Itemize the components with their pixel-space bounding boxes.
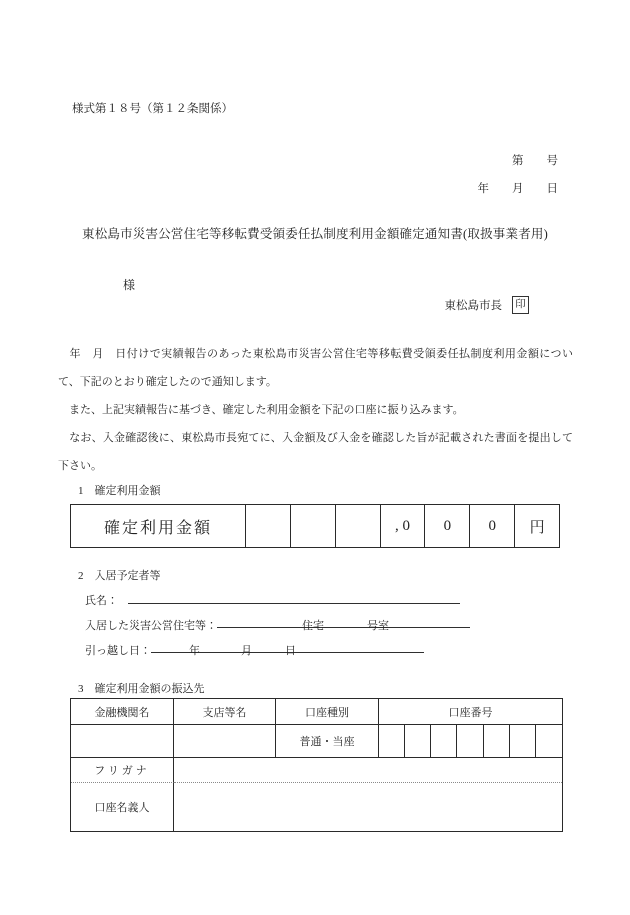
account-digit-cell-2 [405,725,431,758]
housing-word: 住宅 [302,620,324,632]
account-digit-cell-7 [536,725,562,758]
account-digit-cell-6 [510,725,536,758]
paragraph-notification: 年 月 日付けで実績報告のあった東松島市災害公営住宅等移転費受領委任払制度利用金額について、下記のとおり確定したので通知します。 [58,348,573,388]
doc-date-line: 年 月 日 [477,183,558,195]
header-bank-name: 金融機関名 [71,699,174,725]
furigana-value-cell [174,758,562,783]
move-date-label: 引っ越し日： [85,645,151,657]
move-date-field-line [85,639,470,664]
name-blank-line [128,590,460,604]
amount-digit-cell-6: 0 [469,505,514,547]
amount-digit-cell-5: 0 [424,505,469,547]
account-digit-cell-3 [431,725,457,758]
account-digit-cell-5 [484,725,510,758]
doc-number-line: 第 号 [512,155,558,167]
bank-name-cell [71,725,174,758]
form-number: 様式第１８号（第１２条関係） [72,103,233,115]
occupant-fields [85,589,470,664]
seal-character: 印 [515,298,526,310]
seal-box [512,296,529,314]
furigana-label-cell: フリガナ [71,758,174,783]
holder-label-cell: 口座名義人 [71,783,174,831]
amount-yen-cell: 円 [514,505,559,547]
section2-heading: 2 入居予定者等 [78,570,161,582]
paragraph-confirmation: なお、入金確認後に、東松島市長宛てに、入金額及び入金を確認した旨が記載された書面を提出して下さい。 [58,432,573,472]
year-word: 年 [189,645,200,657]
branch-name-cell [174,725,276,758]
mayor-signature-line [445,296,530,314]
header-account-kind: 口座種別 [276,699,379,725]
amount-digit-cell-3 [335,505,380,547]
account-digit-cell-1 [379,725,405,758]
amount-label-cell: 確定利用金額 [103,519,212,537]
account-digit-cell-4 [457,725,483,758]
name-label: 氏名： [85,595,118,607]
doc-number-block [478,147,559,203]
account-kind-cell: 普通・当座 [276,725,379,758]
mayor-title: 東松島市長 [444,300,502,312]
amount-digit-cell-1 [245,505,290,547]
housing-label: 入居した災害公営住宅等： [85,620,217,632]
day-word: 日 [285,645,296,657]
addressee-suffix: 様 [123,278,136,292]
header-branch-name: 支店等名 [174,699,276,725]
room-word: 号室 [367,620,389,632]
body-paragraphs [58,340,573,480]
housing-field-line [85,614,470,639]
section3-heading: 3 確定利用金額の振込先 [78,683,205,695]
paragraph-transfer: また、上記実績報告に基づき、確定した利用金額を下記の口座に振り込みます。 [58,404,464,416]
header-account-number: 口座番号 [379,699,562,725]
page-title: 東松島市災害公営住宅等移転費受領委任払制度利用金額確定通知書(取扱事業者用) [82,227,548,241]
name-field-line [85,589,470,614]
confirmed-amount-table [70,504,560,548]
holder-value-cell [174,783,562,831]
month-word: 月 [241,645,252,657]
section1-heading: 1 確定利用金額 [78,485,161,497]
housing-blank-line [217,614,470,632]
bank-transfer-table [70,698,563,832]
move-date-blank-line [151,639,424,657]
amount-digit-cell-2 [290,505,335,547]
amount-digit-cell-4: , 0 [380,505,425,547]
